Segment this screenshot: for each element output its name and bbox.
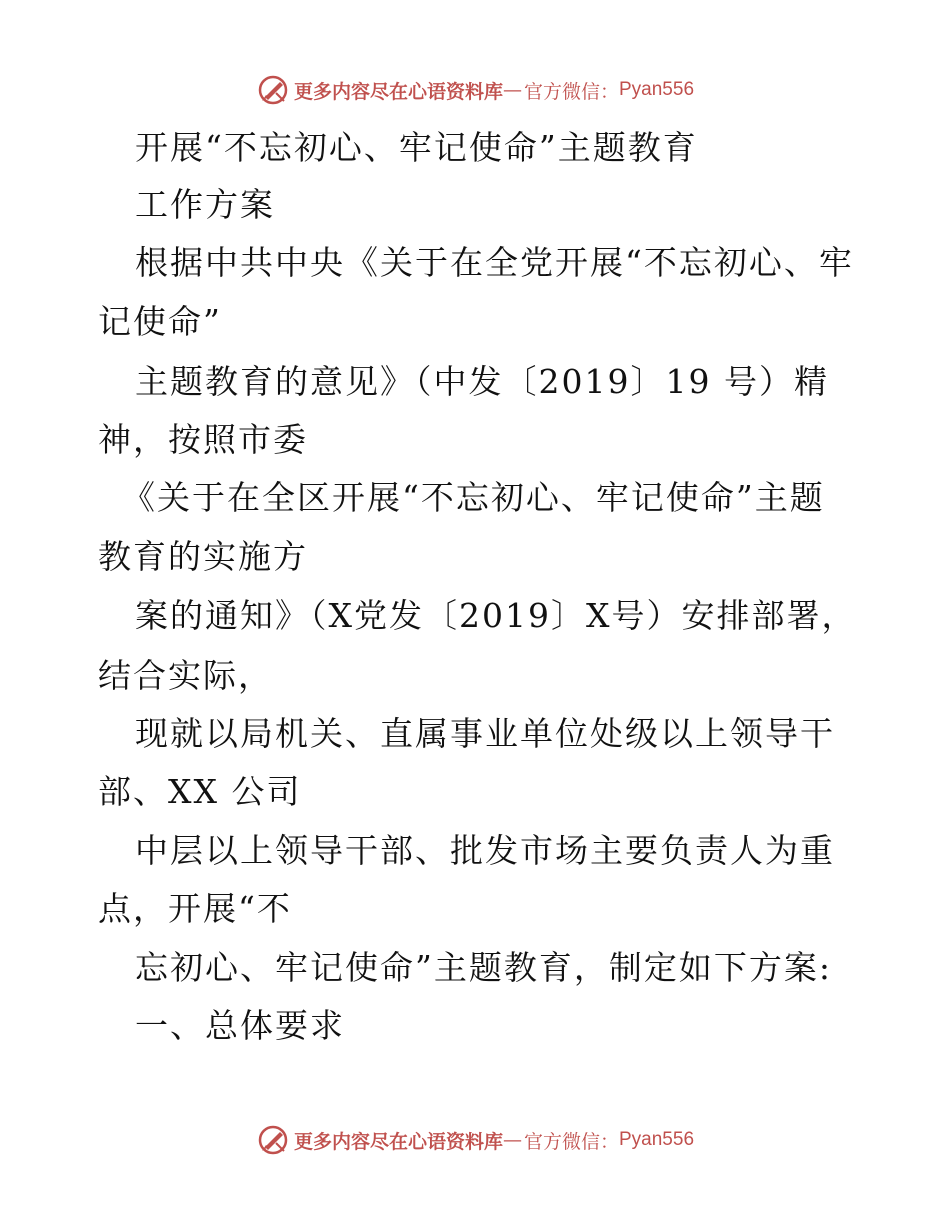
body-text-line: 中层以上领导干部、批发市场主要负责人为重 <box>135 831 835 870</box>
body-text-line: 案的通知》（X党发〔2019〕X号）安排部署， <box>135 596 857 635</box>
document-title-line-1: 开展“不忘初心、牢记使命”主题教育 <box>135 128 698 167</box>
body-text-line: 忘初心、牢记使命”主题教育，制定如下方案: <box>135 948 832 987</box>
watermark-wechat-id: Pyan556 <box>619 79 695 100</box>
section-heading: 一、总体要求 <box>135 1006 345 1045</box>
watermark-dash: — <box>502 79 522 101</box>
body-text-line: 记使命” <box>98 302 222 341</box>
watermark-text: 更多内容尽在心语资料库 <box>293 1130 503 1153</box>
watermark-wechat-label: 官方微信： <box>523 1130 619 1153</box>
watermark-banner-top <box>0 70 950 110</box>
body-text-line: 《关于在全区开展“不忘初心、牢记使命”主题 <box>122 478 825 517</box>
body-text-line: 教育的实施方 <box>98 537 308 576</box>
document-title-line-2: 工作方案 <box>135 185 275 224</box>
body-text-line: 神，按照市委 <box>98 420 308 459</box>
watermark-wechat-id: Pyan556 <box>619 1129 695 1150</box>
logo-icon <box>256 1123 290 1157</box>
logo-icon <box>256 73 290 107</box>
watermark-wechat-label: 官方微信： <box>523 80 619 103</box>
watermark-text: 更多内容尽在心语资料库 <box>293 80 503 103</box>
watermark-dash: — <box>502 1129 522 1151</box>
watermark-banner-bottom <box>0 1120 950 1160</box>
body-text-line: 现就以局机关、直属事业单位处级以上领导干 <box>135 714 835 753</box>
body-text-line: 点，开展“不 <box>98 889 292 928</box>
body-text-line: 主题教育的意见》（中发〔2019〕19 号）精 <box>135 362 829 401</box>
body-text-line: 结合实际， <box>98 656 273 695</box>
body-text-line: 部、XX 公司 <box>98 772 302 811</box>
body-text-line: 根据中共中央《关于在全党开展“不忘初心、牢 <box>135 243 854 282</box>
